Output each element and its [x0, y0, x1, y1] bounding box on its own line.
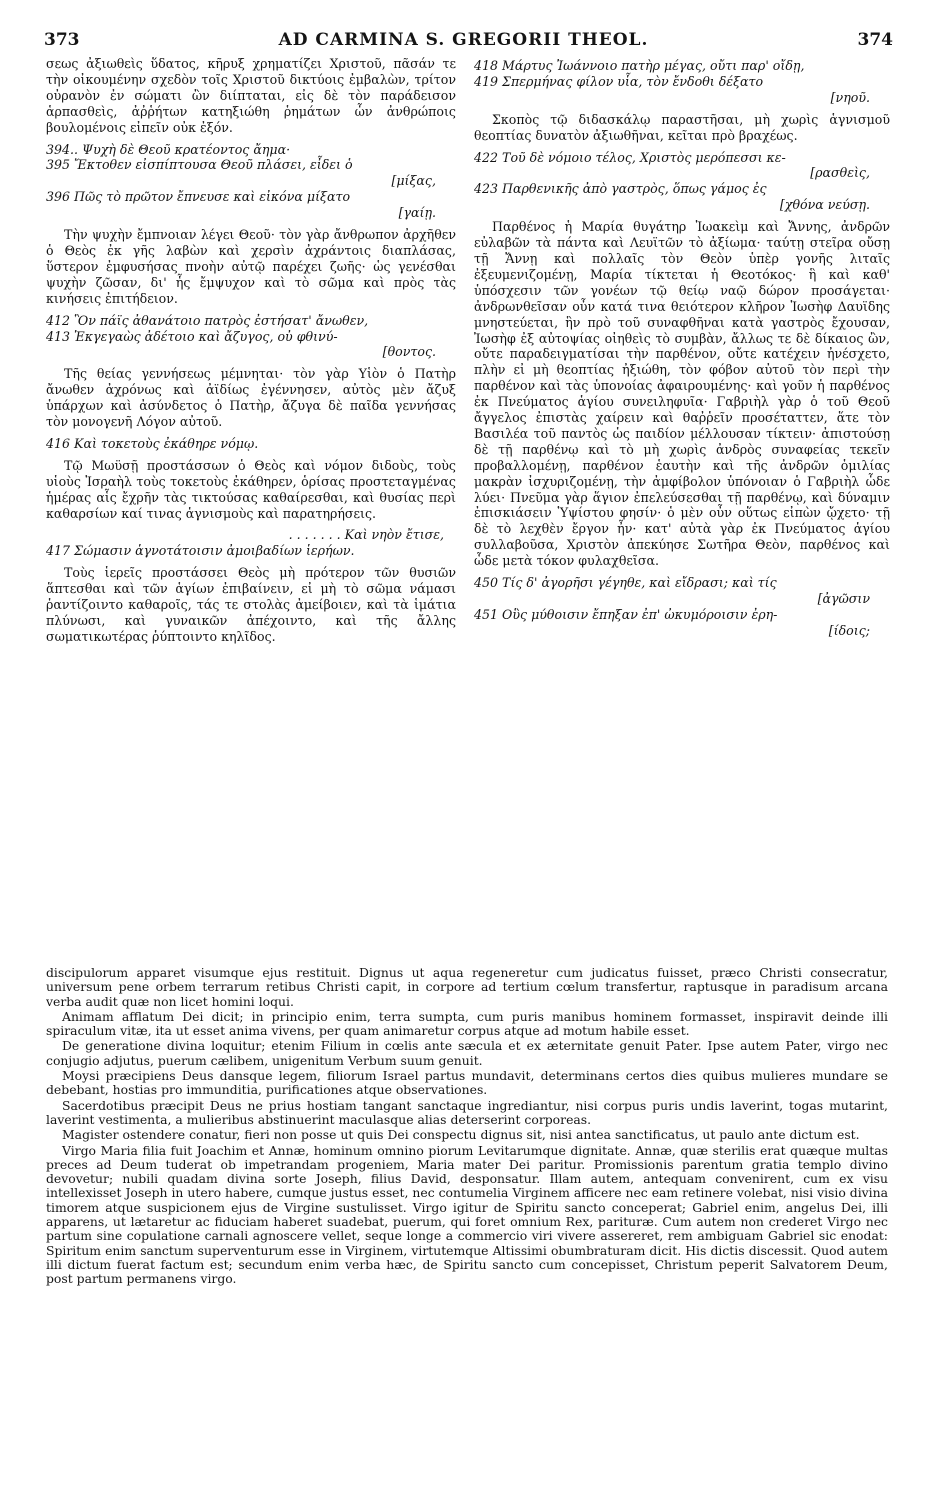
verse-continuation: [θοντος.	[382, 344, 436, 360]
latin-paragraph: discipulorum apparet visumque ejus restituit. Dignus ut aqua regeneretur cum judicatus fuisset, præco Christi consecratur, universum pene orbem terrarum retibus Christi capit, in corpore ad tertium cœlum transfertur, raptusque in paradisum arcana verba audit quæ non licet homini loqui.	[46, 966, 888, 1009]
commentary-paragraph: Τὴν ψυχὴν ἔμπνοιαν λέγει Θεοῦ· τὸν γὰρ ἄνθρωπον ἀρχῆθεν ὁ Θεὸς ἐκ γῆς λαβὼν καὶ χερσὶν ἀχράντοις διαπλάσας, ὕστερον ἐμφυσήσας πνοὴν αὐτῷ παρέχει ζωῆς· ὡς γενέσθαι ψυχὴν ζῶσαν, δι' ἧς ἔμψυχον καὶ τὸ σῶμα καὶ πρὸς τὰς κινήσεις ἐπιτήδειον.	[46, 227, 456, 306]
verse-block-417	[46, 527, 456, 559]
verse-continuation: [ἀγῶσιν	[817, 591, 870, 606]
verse-block-450	[474, 575, 890, 639]
commentary-paragraph: Τῆς θείας γεννήσεως μέμνηται· τὸν γὰρ Υἱὸν ὁ Πατὴρ ἄνωθεν ἀχρόνως καὶ ἀϊδίως ἐγέννησεν, αὐτὸς μὲν ἄζυξ ὑπάρχων καὶ ἀσύνδετος ὁ Πατὴρ, ἄζυγα δὲ παῖδα γεννήσας τὸν μονογενῆ Λόγον αὐτοῦ.	[46, 366, 456, 430]
verse-continuation: [ίδοις;	[828, 622, 870, 638]
verse-line: 413 Ἐκγεγαὼς ἀδέτοιο καὶ ἄζυγος, οὐ φθινύ-	[46, 328, 338, 344]
page-number-right: 374	[857, 30, 893, 50]
running-title: AD CARMINA S. GREGORII THEOL.	[278, 30, 649, 50]
greek-right-column	[474, 56, 890, 962]
page-number-left: 373	[44, 30, 80, 50]
verse-continuation: [νηοῦ.	[830, 89, 870, 105]
verse-continuation: [μίξας,	[391, 173, 436, 189]
verse-line: 412 Ὃν πάϊς ἀθανάτοιο πατρὸς ἐστήσατ' ἄνωθεν,	[46, 312, 369, 328]
latin-paragraph: De generatione divina loquitur; etenim Filium in cœlis ante sæcula et ex æternitate genuit Pater. Ipse autem Pater, virgo nec conjugio adjutus, puerum cælibem, unigenitum Verbum suum genuit.	[46, 1038, 888, 1068]
commentary-paragraph: Σκοπὸς τῷ διδασκάλῳ παραστῆσαι, μὴ χωρὶς ἁγνισμοῦ θεοπτίας δυνατὸν ἀξιωθῆναι, κεῖται πρὸ βραχέως.	[474, 111, 890, 143]
verse-line: . . . . . . . Καὶ νηὸν ἔτισε,	[288, 527, 444, 543]
verse-line: 417 Σώμασιν ἁγνοτάτοισιν ἀμοιβαδίων ἱερήων.	[46, 543, 355, 559]
verse-line: 418 Μάρτυς Ἰωάννοιο πατὴρ μέγας, οὔτι παρ' οἴδῃ,	[474, 58, 805, 73]
latin-translation-block	[46, 966, 888, 1486]
verse-block-422	[474, 150, 890, 214]
latin-paragraph: Animam afflatum Dei dicit; in principio enim, terra sumpta, cum puris manibus hominem formasset, inspiravit deinde illi spiraculum vitæ, ita ut esset anima vivens, per quam animaretur corpus atque ad motum habile esset.	[46, 1008, 888, 1039]
latin-paragraph: Magister ostendere conatur, fieri non posse ut quis Dei conspectu dignus sit, nisi antea sanctificatus, ut paulo ante dictum est.	[62, 1127, 860, 1143]
verse-line: 396 Πῶς τὸ πρῶτον ἔπνευσε καὶ εἰκόνα μίξατο	[46, 189, 351, 205]
verse-block-416	[46, 436, 456, 452]
verse-continuation: [χθόνα νεύσῃ.	[779, 197, 870, 213]
verse-block-418	[474, 58, 890, 106]
commentary-paragraph: Τοὺς ἱερεῖς προστάσσει Θεὸς μὴ πρότερον τῶν θυσιῶν ἅπτεσθαι καὶ τῶν ἁγίων ἐπιβαίνειν, εἰ μὴ τὸ σῶμα νάμασι ῥαντίζοιντο καθαροῖς, τάς τε στολὰς ἀμείβοιεν, καὶ τὰ ἱμάτια πλύνωσι, καὶ γυναικῶν ἀπέχοιντο, καὶ τῆς ἄλλης σωματικωτέρας ῥύπτοιντο κηλῖδος.	[46, 565, 456, 644]
verse-continuation: [γαίῃ.	[398, 205, 436, 221]
verse-line: 395 Ἔκτοθεν εἰσπίπτουσα Θεοῦ πλάσει, εἶδει ὁ	[46, 157, 353, 173]
verse-line: 422 Τοῦ δὲ νόμοιο τέλος, Χριστὸς μερόπεσσι κε-	[474, 149, 786, 165]
verse-line: 451 Οὓς μύθοισιν ἔπηξαν ἐπ' ὠκυμόροισιν ἐρη-	[474, 606, 778, 622]
commentary-paragraph: σεως ἀξιωθεὶς ὕδατος, κῆρυξ χρηματίζει Χριστοῦ, πᾶσάν τε τὴν οἰκουμένην σχεδὸν τοῖς Χριστοῦ δικτύοις ἐμβαλὼν, τρίτον οὐρανὸν ἐν σώματι ὢν διίπταται, εἰς δὲ τὸν παράδεισον ἁρπασθεὶς, ἀῤῥήτων κατηξιώθη ῥημάτων ὧν ἀνθρώποις βουλομένοις εἰπεῖν οὐκ ἐξόν.	[46, 56, 456, 135]
verse-block-412	[46, 313, 456, 361]
commentary-paragraph: Τῷ Μωϋσῇ προστάσσων ὁ Θεὸς καὶ νόμον διδοὺς, τοὺς υἱοὺς Ἰσραὴλ τοὺς τοκετοὺς ἐκάθηρεν, ὁρίσας προστεταγμένας ἡμέρας αἷς ἔχρῆν τὰς τικτούσας καθαίρεσθαι, καὶ θυσίας περὶ καθαρσίων καί τινας ἁγνισμοὺς καὶ παρατηρήσεις.	[46, 457, 456, 521]
verse-line: 394.. Ψυχὴ δὲ Θεοῦ κρατέοντος ἄημα·	[46, 141, 291, 157]
verse-line: 419 Σπερμήνας φίλον υἷα, τὸν ἔνδοθι δέξατο	[474, 73, 764, 89]
verse-line: 416 Καὶ τοκετοὺς ἐκάθηρε νόμῳ.	[46, 435, 259, 451]
verse-block-394	[46, 142, 456, 222]
latin-paragraph: Sacerdotibus præcipit Deus ne prius hostiam tangant sanctaque ingrediantur, nisi corpus puris undis laverint, togas mutarint, laverint vestimenta, a mulieribus abstinuerint maculasque alias deterserint corporeas.	[46, 1097, 888, 1127]
page-header	[0, 0, 927, 52]
verse-line: 450 Τίς δ' ἀγορῆσι γέγηθε, καὶ εἴδρασι; καὶ τίς	[474, 575, 777, 591]
verse-line: 423 Παρθενικῆς ἀπὸ γαστρὸς, ὅπως γάμος ἐς	[474, 181, 767, 197]
commentary-paragraph: Παρθένος ἡ Μαρία θυγάτηρ Ἰωακεὶμ καὶ Ἄννης, ἀνδρῶν εὐλαβῶν τὰ πάντα καὶ Λευϊτῶν τὸ ἀξίωμα· ταύτῃ στεῖρα οὔσῃ τῇ Ἄννῃ καὶ πολλαῖς τὸν Θεὸν ὑπὲρ γονῆς λιταῖς ἐξευμενιζομένῃ, Μαρία τίκτεται ἡ Θεοτόκος· ἣ καὶ καθ' ὑπόσχεσιν τῶν γονέων τῷ θείῳ ναῷ δώρον προσάγεται· ἀνδρωνθεῖσαν οὖν κατά τινα θειότερον κλῆρον Ἰωσὴφ Δαυϊδης μνηστεύεται, ἣν πρὸ τοῦ συναφθῆναι κατὰ γαστρὸς ἔχουσαν, Ἰωσὴφ ἐξ αὐτοψίας οἰηθεὶς τὸ συμβὰν, ἄλλως τε δὲ δίκαιος ὢν, οὔτε παραδειγματίσαι τὴν παρθένον, οὔτε κατέχειν ἠνέσχετο, πλὴν εἰ μὴ θεοπτίας ἠξιώθη, τὸν φόβον αὐτοῦ τὸν περὶ τὴν παρθένον καὶ τὰς ὑπονοίας ἀφαιρουμένης· καὶ γοῦν ἡ παρθένος ἐκ Πνεύματος ἁγίου συνειληφυῖα· Γαβριὴλ γὰρ ὁ τοῦ Θεοῦ ἄγγελος ἐπιστὰς χαίρειν καὶ θαῤῥεῖν προσέταττεν, ἅτε τὸν Βασιλέα τοῦ παντὸς ὡς παιδίον μέλλουσαν τίκτειν· ἀπιστούσῃ δὲ τῇ παρθένῳ καὶ τὸ μὴ χωρὶς ἀνδρὸς συναφείας τεκεῖν προβαλλομένῃ, παρθένον ἑαυτὴν καὶ τῆς ἀνδρῶν ὁμιλίας μακρὰν ἰσχυριζομένῃ, τὴν ἀμφίβολον ὑπόνοιαν ὁ Γαβριὴλ ὧδε λύει· Πνεῦμα γὰρ ἅγιον ἐπελεύσεσθαι τῇ παρθένῳ, καὶ δύναμιν ἐπισκιάσειν Ὑψίστου φησίν· ὁ μὲν οὖν οὕτως εἰπὼν ᾤχετο· τῇ δὲ τὸ λεχθὲν ἔργον ἦν· κατ' αὐτὰ γὰρ ἐκ Πνεύματος ἁγίου συλλαβοῦσα, Χριστὸν ἀπεκύησε Σωτῆρα Θεὸν, παρθένος καὶ ὧδε μετὰ τόκον φυλαχθεῖσα.	[474, 219, 890, 569]
latin-paragraph: Virgo Maria filia fuit Joachim et Annæ, hominum omnino piorum Levitarumque dignitate. Annæ, quæ sterilis erat quæque multas preces ad Deum tuderat ob impetrandam progeniem, Maria mater Dei paritur. Promissionis parentum gratia templo divino devovetur; nubili quadam divina sorte Joseph, filius David, desponsatur. Illam autem, antequam convenirent, cum ex visu intellexisset Joseph in utero habere, cumque justus esset, nec contumelia Virginem afficere nec eam retinere volebat, nisi visio divina timorem atque suspicionem ejus de Virgine sustulisset. Virgo igitur de Spiritu sancto conceperat; Gabriel enim, angelus Dei, illi apparens, ut lætaretur ac fiduciam haberet suadebat, puerum, qui foret omnium Rex, parituræ. Cum autem non crederet Virgo nec partum sine copulatione carnali agnoscere vellet, seque longe a commercio viri vivere assereret, rem ambiguam Gabriel sic enodat: Spiritum enim sanctum superventurum esse in Virginem, virtutemque Altissimi obumbraturam dicit. His dictis discessit. Quod autem illi dictum fuerat factum est; secundum enim verba hæc, de Spiritu sancto cum concepisset, Christum peperit Salvatorem Deum, post partum permanens virgo.	[46, 1142, 888, 1287]
verse-continuation: [ρασθεὶς,	[810, 165, 870, 181]
greek-left-column	[46, 56, 456, 962]
latin-paragraph: Moysi præcipiens Deus dansque legem, filiorum Israel partus mundavit, determinans certos dies quibus mulieres mundare se debebant, hostias pro immunditia, purificationes atque observationes.	[46, 1068, 888, 1098]
